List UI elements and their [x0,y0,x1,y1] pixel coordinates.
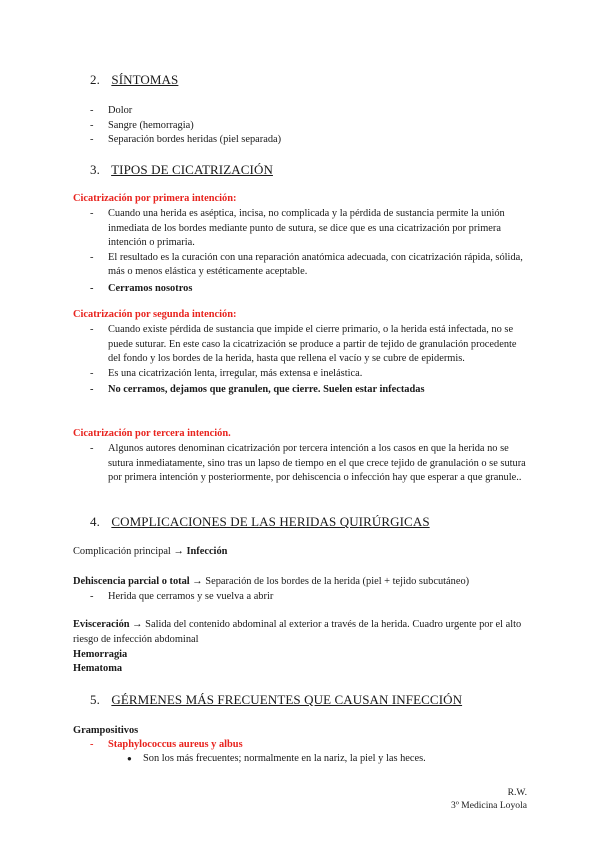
arrow-icon: → [173,546,184,557]
evisceracion-para: Evisceración → Salida del contenido abdominal al exterior a través de la herida. Cuadro urgente por el alto riesgo de infección abdominal [73,619,522,645]
hematoma-label: Hematoma [73,663,123,674]
section-title: COMPLICACIONES DE LAS HERIDAS QUIRÚRGICAS [111,514,430,529]
section-heading-sintomas [90,72,178,88]
subheading-segunda-intencion: Cicatrización por segunda intención: [73,309,237,320]
section-title: TIPOS DE CICATRIZACIÓN [111,162,273,177]
section-number: 5. [90,692,100,707]
section-title: SÍNTOMAS [111,72,179,87]
subheading-tercera-intencion: Cicatrización por tercera intención. [73,428,231,439]
list-item: - Herida que cerramos y se vuelva a abrir [90,591,274,602]
bullet-icon: ● [127,754,132,763]
section-heading-cicatrizacion [90,162,273,178]
germenes-list [90,738,530,753]
section-number: 2. [90,72,100,87]
section-number: 3. [90,162,100,177]
grampositivos-label: Grampositivos [73,725,139,736]
footer [451,786,527,812]
species-note: ● Son los más frecuentes; normalmente en la nariz, la piel y las heces. [127,753,426,764]
list-item: - Dolor [90,105,133,116]
list-item: - Cuando una herida es aséptica, incisa, no complicada y la pérdida de sustancia permite la unión inmediata de los bordes mediante punto de sutura, se dice que es una cicatrización por primera intención o primaria. [90,208,505,248]
primera-intencion-list [90,207,530,296]
list-item: - El resultado es la curación con una reparación anatómica adecuada, con cicatrización rápida, sólida, más o menos elástica y estéticamente aceptable. [90,251,523,277]
sintomas-list [90,104,530,148]
list-item: - Es una cicatrización lenta, irregular, más extensa e inelástica. [90,367,363,379]
list-item: - Sangre (hemorragia) [90,119,194,131]
list-item: - Cuando existe pérdida de sustancia que impide el cierre primario, o la herida está infectada, no se puede suturar. En este caso la cicatrización se produce a partir de tejido de granulación procedente del fondo y los bordes de la herida, hasta que rellena el vacío y se cubre de epidermis. [90,324,517,364]
list-item: - Separación bordes heridas (piel separada) [90,134,282,145]
dehiscencia-list [90,590,530,605]
dehiscencia-line: Dehiscencia parcial o total → Separación de los bordes de la herida (piel + tejido subcutáneo) [73,576,470,587]
arrow-icon: → [132,619,143,630]
section-heading-complicaciones [90,514,430,530]
section-heading-germenes [90,692,462,708]
list-item: - Algunos autores denominan cicatrización por tercera intención a los casos en que la herida no se sutura inmediatamente, sino tras un lapso de tiempo en el que crece tejido de granulación o se sutura por primera intención y posteriormente, por dehiscencia o infección hay que esperar a que granule.. [90,443,526,483]
section-number: 4. [90,514,100,529]
footer-course: 3º Medicina Loyola [451,800,527,811]
subheading-primera-intencion: Cicatrización por primera intención: [73,193,237,204]
list-item: - Cerramos nosotros [90,282,193,294]
segunda-intencion-list [90,323,530,398]
arrow-icon: → [192,576,203,587]
hemorragia-label: Hemorragia [73,649,128,660]
list-item: - Staphylococcus aureus y albus [90,739,243,750]
list-item: - No cerramos, dejamos que granulen, que cierre. Suelen estar infectadas [90,384,425,395]
tercera-intencion-list [90,442,530,486]
section-title: GÉRMENES MÁS FRECUENTES QUE CAUSAN INFECCIÓN [111,692,463,707]
complicacion-principal: Complicación principal → Infección [73,546,228,557]
footer-initials: R.W. [507,787,527,798]
